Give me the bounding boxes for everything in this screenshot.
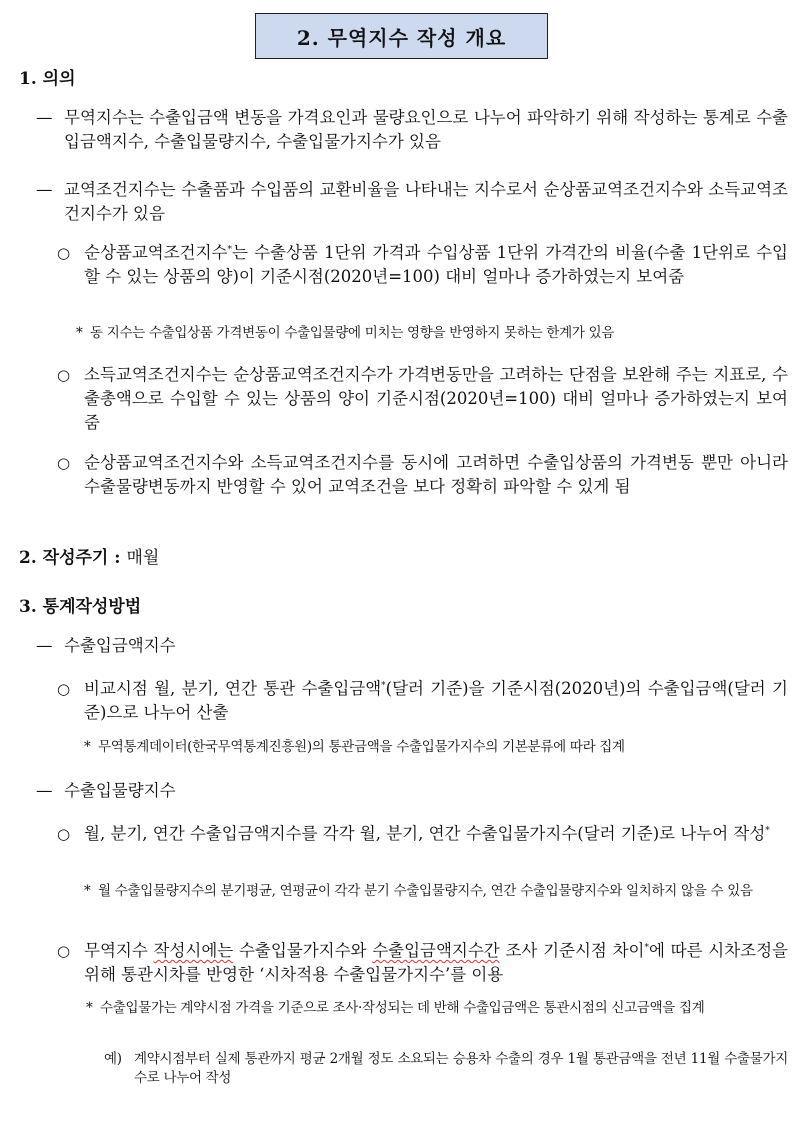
net-barter-text: 순상품교역조건지수*는 수출상품 1단위 가격과 수입상품 1단위 가격간의 비율(수출 1단위로 수입할 수 있는 상품의 양)이 기준시점(2020년=100) 대비 얼마나 증가하였는지 보여줌 xyxy=(84,243,788,286)
value-index-heading xyxy=(36,634,788,658)
volume-index-note-text: 월 수출입물량지수의 분기평균, 연평균이 각각 분기 수출입물량지수, 연간 수출입물량지수와 일치하지 않을 수 있음 xyxy=(98,883,753,899)
circle-bullet: ○ xyxy=(57,366,71,384)
volume-index-note xyxy=(84,882,788,901)
value-index-text: 비교시점 월, 분기, 연간 통관 수출입금액*(달러 기준)을 기준시점(2020년)의 수출입금액(달러 기준)으로 나누어 산출 xyxy=(84,679,788,722)
time-lag-text: 무역지수 작성시에는 수출입물가지수와 수출입금액지수간 조사 기준시점 차이*에 따른 시차조정을 위해 통관시차를 반영한 ‘시차적용 수출입물가지수’를 이용 xyxy=(84,941,788,984)
volume-index-item xyxy=(57,822,788,846)
footnote-star: * xyxy=(644,943,649,953)
terms-of-trade-text: 교역조건지수는 수출품과 수입품의 교환비율을 나타내는 지수로서 순상품교역조건지수와 소득교역조건지수가 있음 xyxy=(64,180,788,223)
time-lag-note-text: 수출입물가는 계약시점 가격을 기준으로 조사·작성되는 데 반해 수출입금액은 통관시점의 신고금액을 집계 xyxy=(100,1000,705,1016)
volume-index-text: 월, 분기, 연간 수출입금액지수를 각각 월, 분기, 연간 수출입물가지수(달러 기준)로 나누어 작성* xyxy=(84,824,770,843)
value-index-note xyxy=(84,738,788,757)
net-barter-item xyxy=(57,241,788,289)
volume-index-label: 수출입물량지수 xyxy=(64,781,176,800)
section-1-heading: 1. 의의 xyxy=(19,69,76,89)
value-index-note-text: 무역통계데이터(한국무역통계진흥원)의 통관금액을 수출입물가지수의 기본분류에 따라 집계 xyxy=(98,739,625,755)
dash-marker: — xyxy=(36,636,53,655)
income-terms-item xyxy=(57,363,788,435)
volume-index-heading xyxy=(36,779,788,803)
dash-marker: — xyxy=(36,108,53,127)
period-value: 매월 xyxy=(126,548,160,568)
circle-bullet: ○ xyxy=(57,244,71,262)
section-2-heading: 2. 작성주기 : 매월 xyxy=(19,548,160,568)
dash-marker: — xyxy=(36,180,53,199)
note-star: * xyxy=(84,883,91,899)
value-index-label: 수출입금액지수 xyxy=(64,636,176,655)
time-lag-item xyxy=(57,939,788,987)
circle-bullet: ○ xyxy=(57,825,71,843)
example-text: 계약시점부터 실제 통관까지 평균 2개월 정도 소요되는 승용차 수출의 경우 1월 통관금액을 전년 11월 수출물가지수로 나누어 작성 xyxy=(134,1051,788,1086)
section-3-heading: 3. 통계작성방법 xyxy=(19,597,142,617)
document-title: 2. 무역지수 작성 개요 xyxy=(255,13,548,59)
note-star: * xyxy=(86,1000,93,1016)
footnote-note xyxy=(76,324,788,343)
footnote-star: * xyxy=(381,681,386,691)
circle-bullet: ○ xyxy=(57,454,71,472)
dash-marker: — xyxy=(36,781,53,800)
example-marker: 예) xyxy=(104,1051,122,1067)
footnote-star: * xyxy=(227,245,232,255)
combined-item xyxy=(57,451,788,499)
income-terms-text: 소득교역조건지수는 순상품교역조건지수가 가격변동만을 고려하는 단점을 보완해 주는 지표로, 수출총액으로 수입할 수 있는 상품의 양이 기준시점(2020년=100) 대비 얼마나 증가하였는지 보여줌 xyxy=(84,365,788,432)
overview-paragraph xyxy=(36,106,788,154)
footnote-text: 동 지수는 수출입상품 가격변동이 수출입물량에 미치는 영향을 반영하지 못하는 한계가 있음 xyxy=(90,325,615,341)
value-index-item xyxy=(57,677,788,725)
terms-of-trade-paragraph xyxy=(36,178,788,226)
example-note xyxy=(104,1050,788,1088)
spellcheck-word: 작성시에는 xyxy=(153,941,234,960)
overview-text: 무역지수는 수출입금액 변동을 가격요인과 물량요인으로 나누어 파악하기 위해 작성하는 통계로 수출입금액지수, 수출입물량지수, 수출입물가지수가 있음 xyxy=(64,108,788,151)
circle-bullet: ○ xyxy=(57,942,71,960)
combined-text: 순상품교역조건지수와 소득교역조건지수를 동시에 고려하면 수출입상품의 가격변동 뿐만 아니라 수출물량변동까지 반영할 수 있어 교역조건을 보다 정확히 파악할 수 있게 됨 xyxy=(84,453,788,496)
note-star: * xyxy=(76,325,83,341)
time-lag-note xyxy=(86,999,788,1018)
footnote-star: * xyxy=(765,826,770,836)
spellcheck-word: 수출입금액지수간 xyxy=(372,941,500,960)
circle-bullet: ○ xyxy=(57,680,71,698)
note-star: * xyxy=(84,739,91,755)
